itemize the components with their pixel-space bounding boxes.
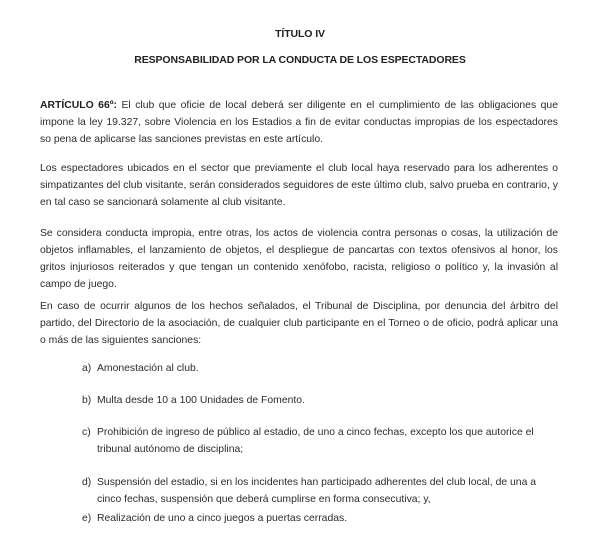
article-paragraph-1: [40, 97, 558, 148]
sanction-item-b: [82, 392, 542, 409]
paragraph-text: El club que oficie de local deberá ser diligente en el cumplimiento de las obligaciones que impone la ley 19.327, sobre Violencia en los Estadios a fin de evitar conductas impropias de los espectadores so pena de aplicarse las sanciones previstas en este artículo.: [40, 100, 558, 145]
sanction-label: b): [82, 395, 92, 406]
sanction-item-c: [82, 424, 542, 458]
sanction-text: Realización de uno a cinco juegos a puertas cerradas.: [97, 513, 348, 524]
sanction-label: e): [82, 513, 92, 524]
article-label: ARTÍCULO 66º:: [40, 100, 117, 111]
sanction-text: Prohibición de ingreso de público al estadio, de uno a cinco fechas, excepto los que autorice el tribunal autónomo de disciplina;: [97, 427, 534, 455]
article-paragraph-4: En caso de ocurrir algunos de los hechos señalados, el Tribunal de Disciplina, por denuncia del árbitro del partido, del Directorio de la asociación, de cualquier club participante en el Torneo o de oficio, podrá aplicar una o más de las siguientes sanciones:: [40, 301, 558, 346]
sanction-label: d): [82, 477, 92, 488]
article-paragraph-2: Los espectadores ubicados en el sector que previamente el club local haya reservado para los adherentes o simpatizantes del club visitante, serán considerados seguidores de este último club, salvo prueba en contrario, y en tal caso se sancionará solamente al club visitante.: [40, 163, 558, 208]
article-paragraph-3: Se considera conducta impropia, entre otras, los actos de violencia contra personas o cosas, la utilización de objetos inflamables, el lanzamiento de objetos, el despliegue de pancartas con textos ofensivos al honor, los gritos injuriosos reiterados y que tengan un contenido xenófobo, racista, religioso o político y, la invasión al campo de juego.: [40, 228, 558, 290]
section-title: TÍTULO IV: [275, 28, 325, 40]
sanction-text: Multa desde 10 a 100 Unidades de Fomento.: [97, 395, 305, 406]
sanction-label: a): [82, 363, 92, 374]
sanction-label: c): [82, 427, 91, 438]
sanction-text: Suspensión del estadio, si en los incidentes han participado adherentes del club local, de una a cinco fechas, suspensión que deberá cumplirse en forma consecutiva; y,: [97, 477, 537, 505]
sanction-text: Amonestación al club.: [97, 363, 199, 374]
sanction-item-d: [82, 474, 542, 508]
section-subtitle: RESPONSABILIDAD POR LA CONDUCTA DE LOS ESPECTADORES: [134, 54, 466, 66]
sanction-item-e: [82, 510, 542, 527]
sanction-item-a: [82, 360, 542, 377]
